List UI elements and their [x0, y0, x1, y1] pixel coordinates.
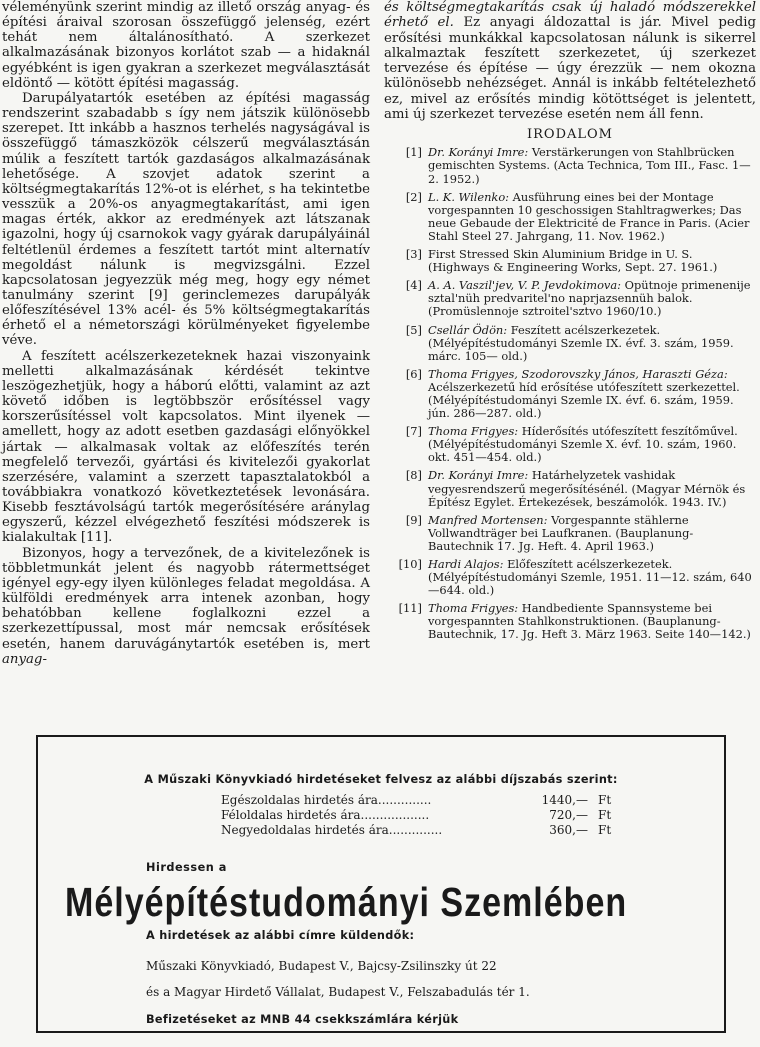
paragraph-4 [2, 546, 370, 667]
paragraph-3: A feszített acélszerkezeteknek hazai viszonyaink melletti alkalmazásának kérdését tekintve leszögezhetjük, hogy a háború előtti, valamint az azt követő időben is legtöbbször erősítéssel vagy korszerűsítéssel volt kapcsolatos. Mint ilyenek — amellett, hogy az adott esetben gazdasági előnyökkel jártak — alkalmasak voltak az előfeszítés terén megfelelő tervezői, gyártási és kivitelezői gyakorlat szerzésére, valamint a szerzett tapasztalatokból a továbbiakra vonatkozó következtetések levonására. Kisebb fesztávolságú tartók megerősítésére aránylag egyszerű, kézzel elvégezhető feszítési módszerek is kialakultak [11]. [2, 348, 370, 546]
reference-number: [3] [405, 247, 422, 262]
reference-item [384, 324, 756, 363]
reference-text [428, 425, 756, 464]
reference-item [384, 146, 756, 185]
price-unit: Ft [598, 808, 612, 822]
reference-title: Acélszerkezetű híd erősítése utófeszített szerkezettel. (Mélyépítéstudományi Szemle IX. évf. 6. szám, 1959. jún. 286—287. old.) [428, 379, 740, 421]
ad-address-1: Műszaki Könyvkiadó, Budapest V., Bajcsy-Zsilinszky út 22 [146, 959, 497, 973]
reference-text [428, 324, 756, 363]
reference-item [384, 279, 756, 318]
reference-text [428, 558, 756, 597]
reference-item [384, 602, 756, 641]
references-heading: IRODALOM [527, 127, 613, 143]
price-label [221, 793, 508, 808]
price-row [221, 793, 638, 808]
reference-item [384, 514, 756, 553]
price-label-text: Negyedoldalas hirdetés ára [221, 823, 389, 837]
price-label [221, 808, 508, 823]
reference-title: Handbediente Spannsysteme bei vorgespannten Stahlkonstruktionen. (Bauplanung-Bautechnik, 17. Jg. Heft 3. März 1963. Seite 140—142.) [428, 601, 751, 642]
ad-title: Mélyépítéstudományi Szemlében [65, 879, 628, 925]
price-label-text: Féloldalas hirdetés ára [221, 808, 361, 822]
reference-title: Híderősítés utófeszített feszítőművel. (Mélyépítéstudományi Szemle X. évf. 10. szám, 1960. okt. 451—454. old.) [428, 424, 738, 465]
advertisement-box [36, 735, 726, 1033]
reference-text [428, 368, 756, 420]
reference-number: [8] [405, 468, 422, 483]
paragraph-2: Darupályatartók esetében az építési magasság rendszerint szabadabb s így nem játszik különösebb szerepet. Itt inkább a hasznos terhelés nagyságával is összefüggő támaszközök célszerű megválasztásán múlik a feszített tartók gazdaságos alkalmazásának lehetősége. A szovjet adatok szerint a költségmegtakarítás 12%-ot is elérhet, s ha tekintetbe vesszük a 20%-os anyagmegtakarítást, ami igen magas érték, akkor az eredmények azt látszanak igazolni, hogy új csarnokok vagy gyárak darupályáinál feltétlenül érdemes a feszített tartót mint alternatív megoldást nálunk is megvizsgálni. Ezzel kapcsolatosan jegyezzük még meg, hogy egy német tanulmány szerint [9] gerinclemezes darupályák előfeszítésével 13% acél- és 5% költségmegtakarítás érhető el a németországi körülményeket figyelembe véve. [2, 90, 370, 349]
reference-title: Verstärkerungen von Stahlbrücken gemischten Systems. (Acta Technica, Tom III., Fasc. 1—2. 1952.) [428, 145, 751, 186]
reference-number: [7] [405, 424, 422, 439]
reference-text [428, 469, 756, 508]
ad-address-2: és a Magyar Hirdető Vállalat, Budapest V., Felszabadulás tér 1. [146, 985, 530, 999]
reference-author: Csellár Ödön: [428, 322, 508, 337]
reference-number: [11] [398, 601, 422, 616]
price-unit: Ft [598, 793, 612, 807]
continuation-paragraph [384, 0, 756, 122]
reference-author: Thoma Frigyes, Szodorovszky János, Haraszti Géza: [428, 366, 728, 381]
reference-title: Vorgespannte stählerne Vollwandträger bei Laufkranen. (Bauplanung-Bautechnik 17. Jg. Heft. 4. April 1963.) [428, 512, 694, 553]
reference-text [428, 514, 756, 553]
reference-number: [4] [405, 278, 422, 293]
reference-author: Manfred Mortensen: [428, 512, 548, 527]
reference-title: Opütnoje primenenije sztal'nüh predvaritel'no naprjazsennüh balok. (Promüslennoje sztroitel'sztvo 1960/10.) [428, 278, 751, 319]
ad-payment: Befizetéseket az MNB 44 csekkszámlára kérjük [146, 1013, 459, 1026]
reference-item [384, 425, 756, 464]
reference-number: [10] [398, 557, 422, 571]
price-dots: .............. [377, 793, 432, 807]
ad-call: Hirdessen a [146, 861, 227, 874]
reference-text [428, 602, 756, 641]
price-unit: Ft [598, 823, 612, 837]
price-table [221, 793, 638, 838]
paragraph-1: véleményünk szerint mindig az illető ország anyag- és építési áraival szorosan összefüggő jelenség, ezért tehát nem általánosítható. A szerkezet alkalmazásának bizonyos korlátot szab — a hidaknál egyébként is igen gyakran a szerkezet megválasztását eldöntő — kötött építési magasság. [2, 0, 370, 91]
reference-item [384, 558, 756, 597]
reference-title: Feszített acélszerkezetek. (Mélyépítéstudományi Szemle IX. évf. 3. szám, 1959. márc. 105— old.) [428, 322, 734, 363]
reference-title: First Stressed Skin Aluminium Bridge in U. S. (Highways & Engineering Works, Sept. 27. 1961.) [428, 247, 718, 275]
reference-number: [1] [405, 145, 422, 160]
reference-author: A. A. Vaszil'jev, V. P. Jevdokimova: [428, 278, 621, 293]
reference-text [428, 191, 756, 243]
price-dots: .............. [388, 823, 443, 837]
left-column [2, 0, 370, 667]
price-value: 360,— [549, 823, 588, 837]
reference-title: Ausführung eines bei der Montage vorgespannten 10 geschossigen Stahltragwerkes; Das neue Gebaude der Elektricité de France in Paris. (Acier Stahl Steel 27. Jahrgang, 11. Nov. 1962.) [428, 189, 750, 243]
ad-intro: A Műszaki Könyvkiadó hirdetéseket felvesz az alábbi díjszabás szerint: [144, 773, 618, 786]
reference-number: [6] [405, 366, 422, 381]
reference-text [428, 146, 756, 185]
paragraph-4-italic-tail: anyag- [2, 651, 47, 667]
reference-title: Előfeszített acélszerkezetek. (Mélyépítéstudományi Szemle, 1951. 11—12. szám, 640—644. old.) [428, 557, 752, 598]
reference-item [384, 191, 756, 243]
paragraph-4-text: Bizonyos, hogy a tervezőnek, de a kivitelezőnek is többletmunkát jelent és nagyobb rátermettséget igényel egy-egy ilyen különleges feladat megoldása. A külföldi eredmények arra intenek azonban, hogy behatóbban kellene foglalkozni ezzel a szerkezettípussal, most már nemcsak erősítések esetén, hanem daruvágánytartók esetében is, mert [2, 545, 370, 652]
continuation-text: Ez anyagi áldozattal is jár. Mivel pedig erősítési munkákkal kapcsolatosan nálunk is sikerrel alkalmaztak feszített szerkezetet, új szerkezet tervezése és építése — úgy érezzük — nem okozna különösebb nehézséget. Annál is inkább feltételezhető ez, mivel az erősítés mindig kötöttséget is jelentett, ami új szerkezet tervezése esetén nem áll fenn. [384, 15, 756, 123]
reference-author: Thoma Frigyes: [428, 601, 519, 616]
right-column [384, 0, 756, 647]
price-label [221, 823, 508, 838]
reference-number: [2] [405, 189, 422, 204]
reference-item [384, 469, 756, 508]
continuation-italic: és költségmegtakarítás csak új haladó módszerekkel érhető el. [384, 0, 756, 31]
ad-send-to: A hirdetések az alábbi címre küldendők: [146, 929, 415, 942]
reference-number: [9] [405, 512, 422, 527]
price-dots: .................. [360, 808, 430, 822]
reference-text [428, 248, 756, 274]
price-row [221, 808, 638, 823]
reference-author: Thoma Frigyes: [428, 424, 519, 439]
price-label-text: Egészoldalas hirdetés ára [221, 793, 378, 807]
reference-author: Hardi Alajos: [428, 557, 504, 571]
price-row [221, 823, 638, 838]
reference-author: Dr. Korányi Imre: [428, 145, 529, 160]
reference-title: Határhelyzetek vashidak vegyesrendszerű megerősítésénél. (Magyar Mérnök és Építész Egylet. Értekezések, beszámolók. 1943. IV.) [428, 468, 746, 509]
price-value: 720,— [549, 808, 588, 822]
reference-item [384, 248, 756, 274]
reference-text [428, 279, 756, 318]
references-list [384, 146, 756, 641]
reference-number: [5] [405, 322, 422, 337]
reference-author: Dr. Korányi Imre: [428, 468, 529, 483]
price-value: 1440,— [541, 793, 588, 807]
reference-item [384, 368, 756, 420]
reference-author: L. K. Wilenko: [428, 189, 510, 204]
